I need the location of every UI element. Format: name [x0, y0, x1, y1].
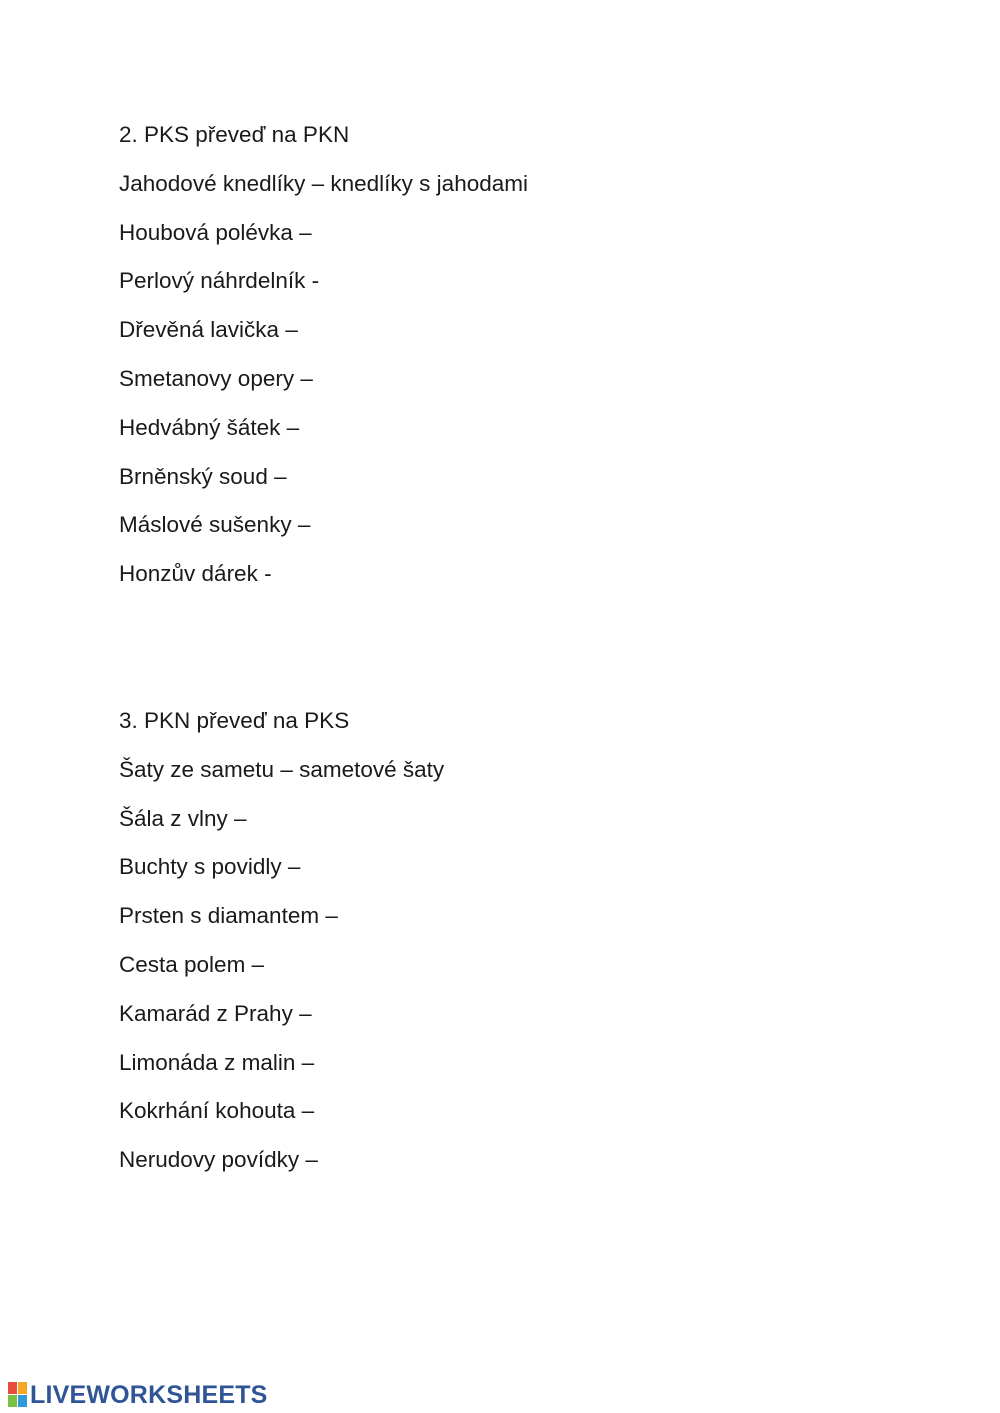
exercise-item: Buchty s povidly –: [119, 854, 301, 880]
liveworksheets-logo: [8, 1380, 268, 1410]
exercise-item: Máslové sušenky –: [119, 512, 311, 538]
exercise-item: Cesta polem –: [119, 951, 265, 977]
exercise-item: Kokrhání kohouta –: [119, 1098, 315, 1124]
exercise-item: Šaty ze sametu – sametové šaty: [119, 756, 445, 782]
exercise-item: Perlový náhrdelník -: [119, 268, 320, 294]
exercise-heading: 3. PKN převeď na PKS: [119, 708, 350, 733]
exercise-item: Houbová polévka –: [119, 219, 312, 245]
exercise-item: Smetanovy opery –: [119, 365, 313, 391]
exercise-item: Hedvábný šátek –: [119, 414, 300, 440]
exercise-item: Jahodové knedlíky – knedlíky s jahodami: [119, 170, 528, 196]
exercise-item: Dřevěná lavička –: [119, 317, 298, 343]
exercise-item: Prsten s diamantem –: [119, 903, 338, 929]
exercise-item: Šála z vlny –: [119, 805, 247, 831]
exercise-item: Nerudovy povídky –: [119, 1147, 318, 1173]
exercise-item: Honzův dárek -: [119, 561, 272, 587]
exercise-heading: 2. PKS převeď na PKN: [119, 122, 350, 147]
logo-text: LIVEWORKSHEETS: [30, 1380, 268, 1409]
colored-cubes-icon: [8, 1382, 28, 1408]
exercise-item: Brněnský soud –: [119, 463, 287, 489]
exercise-item: Kamarád z Prahy –: [119, 1000, 312, 1026]
exercise-item: Limonáda z malin –: [119, 1049, 315, 1075]
exercise-section-3: [119, 704, 444, 1192]
exercise-section-2: [119, 118, 528, 606]
